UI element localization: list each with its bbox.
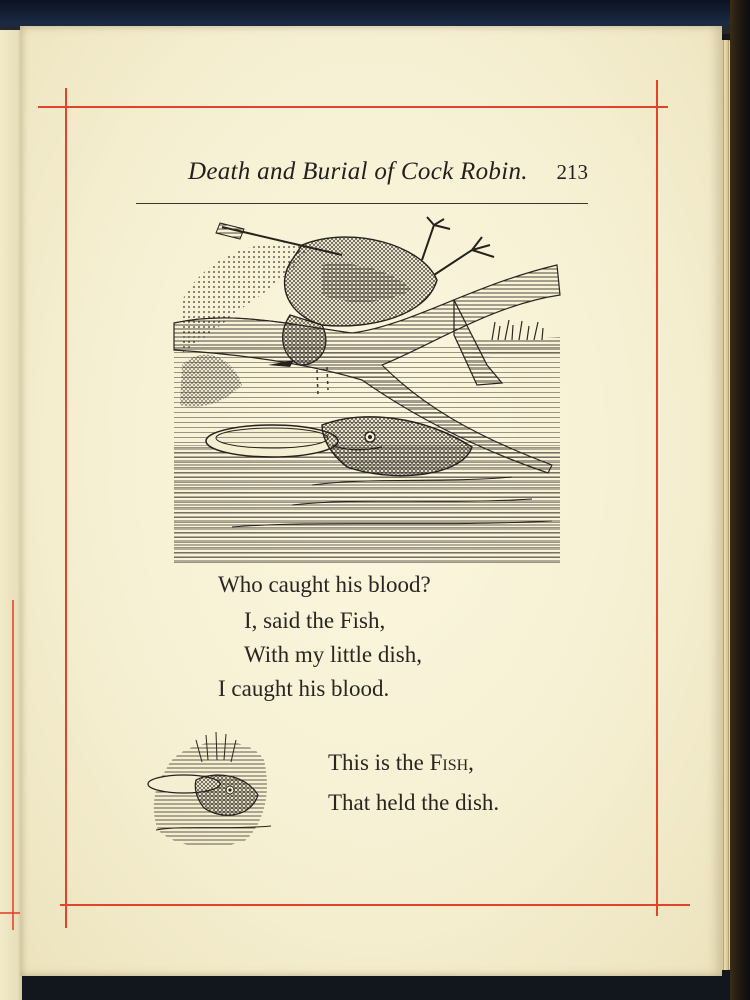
red-frame-top <box>38 106 668 108</box>
red-frame-left-page-tick <box>0 912 20 914</box>
caption-line-1-prefix: This is the <box>328 750 430 775</box>
verse-line-3: With my little dish, <box>244 642 422 667</box>
caption-fish-word: Fish <box>429 750 469 775</box>
fish-with-dish-vignette <box>146 730 276 855</box>
header-rule <box>136 203 588 204</box>
book-cover-right <box>730 0 750 1000</box>
robin-and-fish-engraving <box>172 215 564 565</box>
caption-line-1 <box>328 750 474 776</box>
red-frame-left-page <box>12 600 14 930</box>
page-number: 213 <box>556 160 588 184</box>
verse-line-2: I, said the Fish, <box>244 608 386 633</box>
red-frame-bottom <box>60 904 690 906</box>
caption-line-1-suffix: , <box>468 750 474 775</box>
running-title: Death and Burial of Cock Robin. <box>188 158 528 185</box>
facing-page-edge <box>0 30 22 1000</box>
red-frame-left <box>65 88 67 928</box>
verse-line-4: I caught his blood. <box>218 676 390 701</box>
running-header <box>136 158 588 202</box>
caption-line-2: That held the dish. <box>328 790 500 815</box>
verse-line-1: Who caught his blood? <box>218 572 431 597</box>
red-frame-right <box>656 80 658 916</box>
